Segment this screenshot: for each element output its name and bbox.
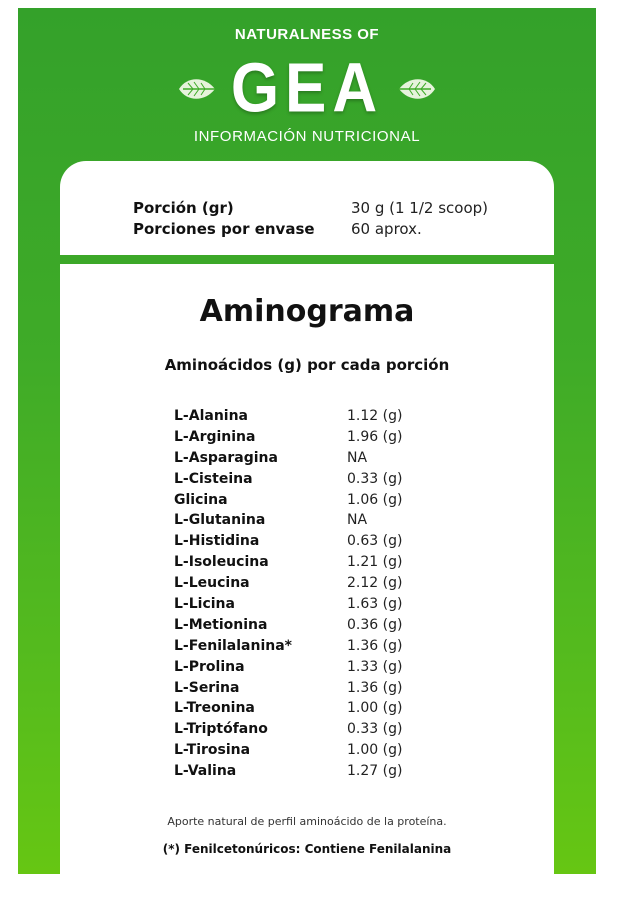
amino-acid-row bbox=[60, 659, 554, 680]
phenylketonuric-warning: (*) Fenilcetonúricos: Contiene Fenilalanina bbox=[162, 842, 452, 856]
amino-acid-amount: 2.12 (g) bbox=[347, 575, 403, 592]
amino-acid-row bbox=[60, 596, 554, 617]
amino-acid-amount: 1.12 (g) bbox=[347, 408, 403, 424]
amino-acid-name: L-Asparagina bbox=[174, 449, 278, 466]
amino-acid-amount: 1.21 (g) bbox=[347, 554, 403, 571]
serving-info-box bbox=[60, 161, 554, 255]
section-title: INFORMACIÓN NUTRICIONAL bbox=[193, 128, 421, 145]
amino-acid-name: L-Fenilalanina* bbox=[174, 637, 292, 654]
amino-acid-amount: 1.00 (g) bbox=[347, 742, 403, 759]
amino-acid-amount: 0.33 (g) bbox=[347, 470, 403, 487]
amino-acid-row bbox=[60, 554, 554, 575]
servings-label: Porciones por envase bbox=[133, 220, 315, 238]
portion-label: Porción (gr) bbox=[133, 199, 234, 217]
amino-acid-row bbox=[60, 763, 554, 784]
amino-acid-amount: 0.36 (g) bbox=[347, 616, 403, 633]
amino-acid-amount: 1.00 (g) bbox=[347, 700, 403, 717]
amino-acid-row bbox=[60, 471, 554, 492]
amino-acid-row bbox=[60, 721, 554, 742]
amino-acid-row bbox=[60, 492, 554, 513]
amino-acid-name: L-Tirosina bbox=[174, 742, 251, 759]
amino-acid-name: L-Treonina bbox=[174, 700, 255, 717]
brand-name: GEA bbox=[230, 49, 384, 128]
amino-acid-amount: 0.63 (g) bbox=[347, 533, 403, 550]
amino-acid-row bbox=[60, 680, 554, 701]
amino-acid-name: L-Triptófano bbox=[174, 721, 268, 738]
amino-acid-row bbox=[60, 429, 554, 450]
amino-acid-amount: 1.06 (g) bbox=[347, 491, 403, 508]
amino-acid-row bbox=[60, 450, 554, 471]
amino-acid-name: Glicina bbox=[174, 491, 228, 508]
amino-acid-name: L-Cisteina bbox=[174, 470, 253, 487]
amino-acid-name: L-Isoleucina bbox=[174, 554, 269, 571]
amino-acid-name: L-Valina bbox=[174, 763, 237, 780]
amino-acid-amount: 1.27 (g) bbox=[347, 763, 403, 780]
amino-acid-row bbox=[60, 638, 554, 659]
amino-acid-row bbox=[60, 617, 554, 638]
leaf-right-icon bbox=[397, 74, 437, 104]
amino-acid-list bbox=[60, 408, 554, 784]
amino-acid-amount: 0.33 (g) bbox=[347, 721, 403, 738]
amino-acid-amount: 1.36 (g) bbox=[347, 637, 403, 654]
amino-acid-amount: 1.96 (g) bbox=[347, 428, 403, 445]
amino-acid-amount: NA bbox=[347, 512, 368, 529]
amino-acid-row bbox=[60, 408, 554, 429]
amino-acid-name: L-Histidina bbox=[174, 533, 260, 550]
amino-acid-row bbox=[60, 512, 554, 533]
amino-acid-amount: NA bbox=[347, 449, 368, 466]
aminogram-title: Aminograma bbox=[199, 294, 415, 329]
amino-acid-name: L-Metionina bbox=[174, 616, 268, 633]
amino-acid-name: L-Serina bbox=[174, 679, 240, 696]
amino-acid-row bbox=[60, 575, 554, 596]
amino-acid-row bbox=[60, 742, 554, 763]
portion-value: 30 g (1 1/2 scoop) bbox=[351, 199, 489, 217]
amino-acid-amount: 1.33 (g) bbox=[347, 658, 403, 675]
amino-acid-amount: 1.63 (g) bbox=[347, 596, 403, 613]
amino-acid-name: L-Leucina bbox=[174, 575, 250, 592]
footnote: Aporte natural de perfil aminoácido de la proteína. bbox=[167, 815, 447, 828]
amino-acid-row bbox=[60, 533, 554, 554]
nutrition-label-panel bbox=[18, 8, 596, 874]
amino-acid-name: L-Licina bbox=[174, 596, 235, 613]
brand-logo bbox=[18, 49, 596, 128]
amino-acid-amount: 1.36 (g) bbox=[347, 679, 403, 696]
leaf-left-icon bbox=[177, 74, 217, 104]
aminogram-box bbox=[60, 264, 554, 874]
amino-acid-name: L-Alanina bbox=[174, 408, 248, 424]
brand-tagline: NATURALNESS OF bbox=[234, 26, 380, 43]
amino-acid-name: L-Glutanina bbox=[174, 512, 266, 529]
aminogram-subtitle: Aminoácidos (g) por cada porción bbox=[164, 356, 450, 374]
amino-acid-name: L-Prolina bbox=[174, 658, 245, 675]
servings-value: 60 aprox. bbox=[351, 220, 422, 238]
amino-acid-row bbox=[60, 700, 554, 721]
amino-acid-name: L-Arginina bbox=[174, 428, 256, 445]
